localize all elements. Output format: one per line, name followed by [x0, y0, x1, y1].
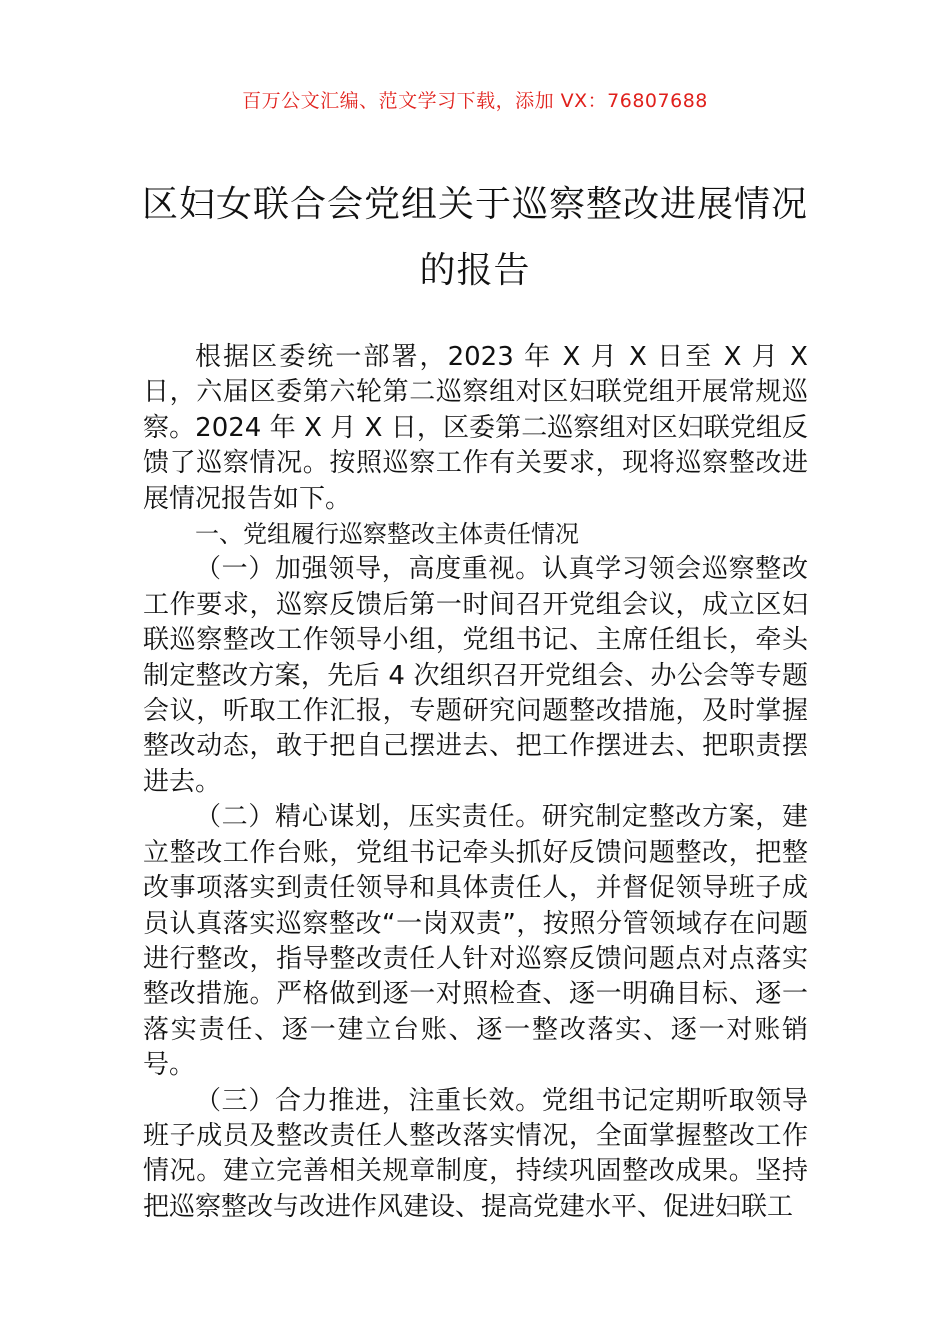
section-heading: 一、党组履行巡察整改主体责任情况: [195, 520, 579, 549]
intro-paragraph: 根据区委统一部署，2023 年 X 月 X 日至 X 月 X 日，六届区委第六轮第二巡察组对区妇联党组开展常规巡察。2024 年 X 月 X 日，区委第二巡察组对区妇联党组反馈了巡察情况。按照巡察工作有关要求，现将巡察整改进展情况报告如下。: [143, 342, 808, 514]
document-body: [143, 340, 808, 1225]
body-paragraph: （二）精心谋划，压实责任。研究制定整改方案，建立整改工作台账，党组书记牵头抓好反馈问题整改，把整改事项落实到责任领导和具体责任人，并督促领导班子成员认真落实巡察整改“一岗双责”，按照分管领域存在问题进行整改，指导整改责任人针对巡察反馈问题点对点落实整改措施。严格做到逐一对照检查、逐一明确目标、逐一落实责任、逐一建立台账、逐一整改落实、逐一对账销号。: [143, 802, 808, 1081]
watermark-header: 百万公文汇编、范文学习下载，添加 VX：76807688: [242, 90, 708, 112]
document-title: 区妇女联合会党组关于巡察整改进展情况的报告: [141, 184, 808, 291]
body-paragraph: （一）加强领导，高度重视。认真学习领会巡察整改工作要求，巡察反馈后第一时间召开党组会议，成立区妇联巡察整改工作领导小组，党组书记、主席任组长，牵头制定整改方案，先后 4 次组织召开党组会、办公会等专题会议，听取工作汇报，专题研究问题整改措施，及时掌握整改动态，敢于把自己摆进去、把工作摆进去、把职责摆进去。: [143, 554, 808, 797]
body-paragraph: （三）合力推进，注重长效。党组书记定期听取领导班子成员及整改责任人整改落实情况，全面掌握整改工作情况。建立完善相关规章制度，持续巩固整改成果。坚持把巡察整改与改进作风建设、提高党建水平、促进妇联工: [143, 1085, 808, 1222]
